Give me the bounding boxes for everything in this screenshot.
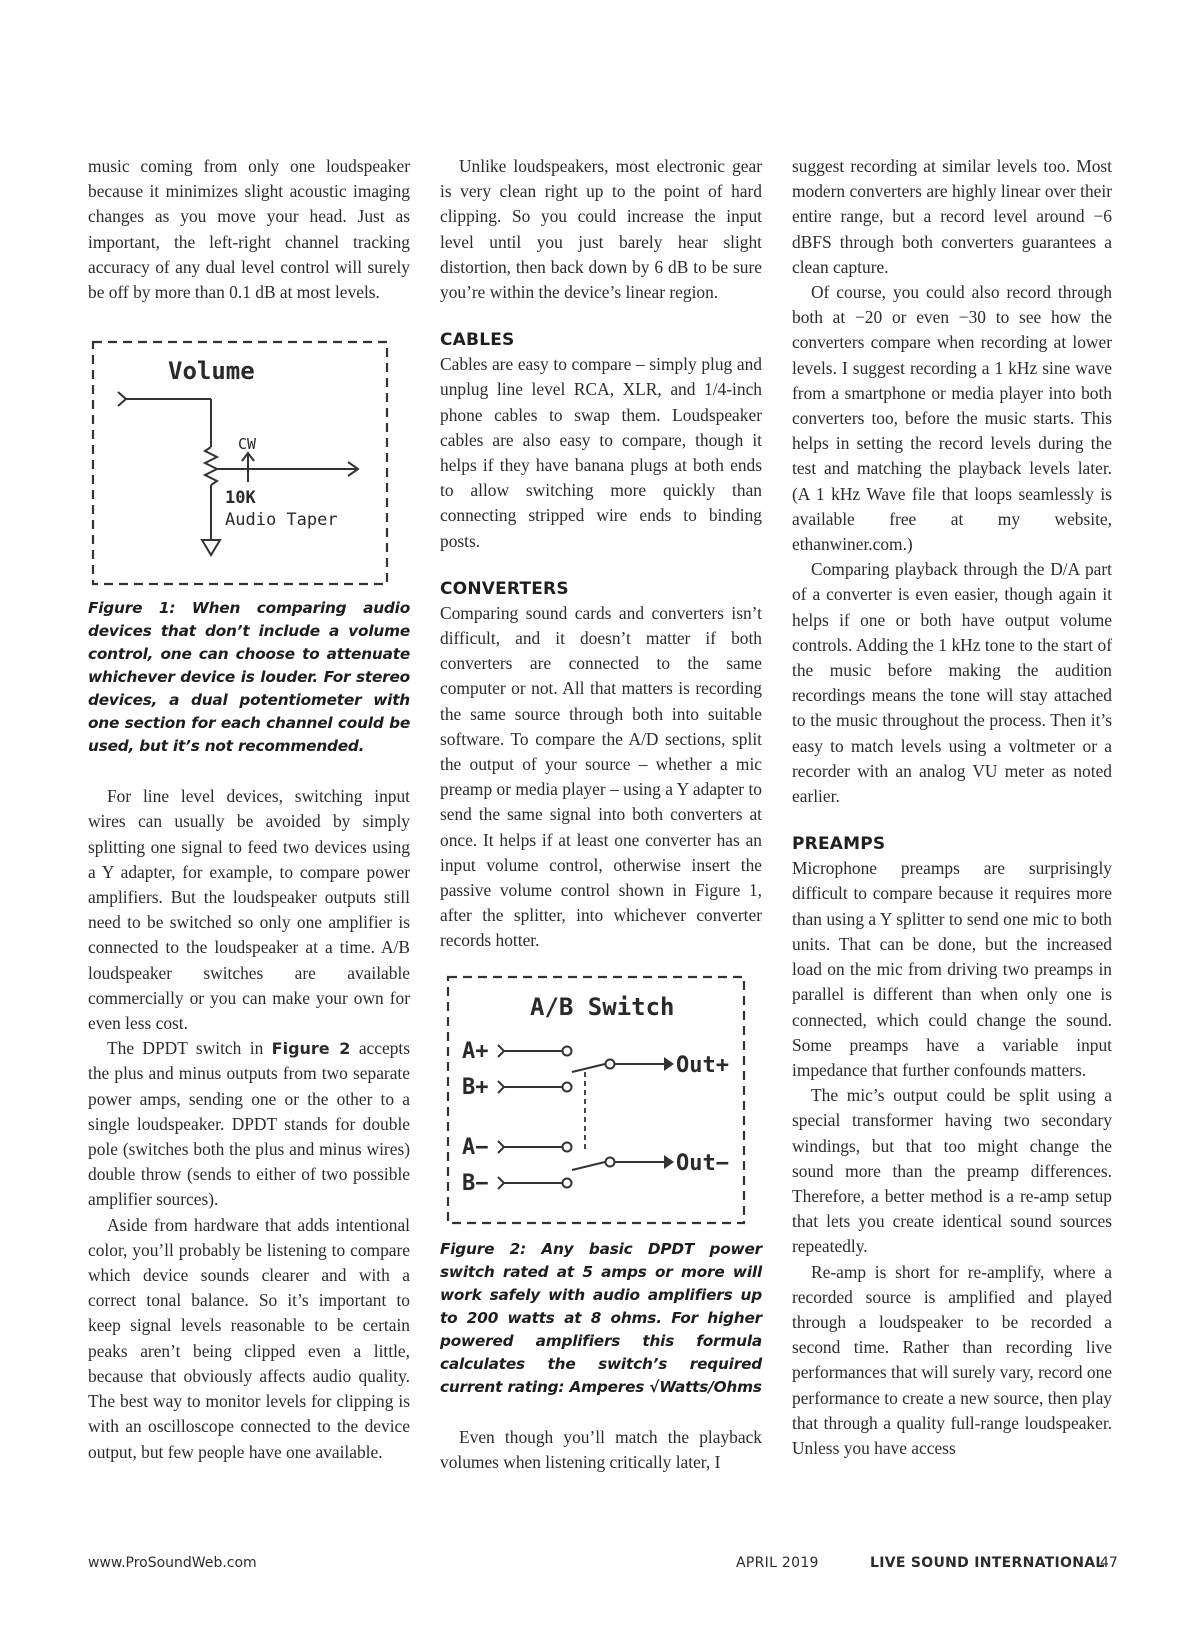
out-plus-arrow-icon	[664, 1057, 674, 1071]
column-2	[440, 154, 762, 1475]
column3-paragraph-1: suggest recording at similar levels too. Most modern converters are highly linear over their entire range, but a record level around −6 dBFS through both converters guarantees a clean capture.	[792, 156, 1112, 277]
heading-converters: CONVERTERS	[440, 578, 569, 599]
figure-2-ab-switch-diagram	[440, 972, 762, 1232]
paragraph-3-lead: The DPDT switch in	[107, 1038, 272, 1059]
column1-paragraph-3	[88, 1036, 410, 1212]
preamps-paragraph-2: The mic’s output could be split using a special transformer having two secondary windings, but that too might change the sound more than the preamp differences. Therefore, a better method is a re-amp setup that lets you create identical sound sources repeatedly.	[792, 1085, 1112, 1257]
figure-2-out-plus-label: Out+	[676, 1052, 729, 1078]
figure-1-value-label: 10K	[225, 488, 256, 509]
footer-website-url[interactable]: www.ProSoundWeb.com	[88, 1555, 257, 1571]
figure-2-out-minus-label: Out−	[676, 1150, 729, 1176]
paragraph-3-rest: accepts the plus and minus outputs from two separate power amps, sending one or the other to a single loudspeaker. DPDT stands for double pole (switches both the plus and minus wires) double throw (sends to either of two possible amplifier sources).	[88, 1038, 410, 1210]
column1-paragraph-4: Aside from hardware that adds intentional color, you’ll probably be listening to compare which device sounds clearer and with a correct tonal balance. So it’s important to keep signal levels reasonable to be certain peaks aren’t being clipped even a little, because that obviously affects audio quality. The best way to monitor levels for clipping is with an oscilloscope connected to the device output, but few people have one available.	[88, 1214, 410, 1462]
figure-1-caption: Figure 1: When comparing audio devices that don’t include a volume control, one can choose to attenuate whichever device is louder. For stereo devices, a dual potentiometer with one section for each channel could be used, but it’s not recommended.	[88, 599, 410, 756]
footer-issue-date: APRIL 2019	[736, 1555, 819, 1571]
figure-2-reference: Figure 2	[271, 1039, 351, 1059]
figure-1-taper-label: Audio Taper	[225, 510, 338, 531]
column3-paragraph-3: Comparing playback through the D/A part of a converter is even easier, though again it helps if one or both have output volume controls. Adding the 1 kHz tone to the start of the music before making the audition recordings means the tone will stay attached to the music throughout the process. Then it’s easy to match levels using a voltmeter or a recorder with an analog VU meter as noted earlier.	[792, 559, 1112, 807]
heading-preamps: PREAMPS	[792, 834, 886, 855]
column1-paragraph-1: music coming from only one loudspeaker because it minimizes slight acoustic imaging changes as you move your head. Just as important, the left-right channel tracking accuracy of any dual level control will surely be off by more than 0.1 dB at most levels.	[88, 156, 410, 303]
ground-icon	[202, 540, 220, 555]
figure-1-volume-diagram	[88, 337, 410, 589]
figure-1-cw-label: CW	[238, 435, 257, 454]
column2-paragraph-1: Unlike loudspeakers, most electronic gear is very clean right up to the point of hard clipping. So you could increase the input level until you just barely hear slight distortion, then back down by 6 dB to be sure you’re within the device’s linear region.	[440, 156, 762, 303]
footer-magazine-name: LIVE SOUND INTERNATIONAL	[870, 1555, 1105, 1571]
cables-paragraph: Cables are easy to compare – simply plug and unplug line level RCA, XLR, and 1/4-inch phone cables to swap them. Loudspeaker cables are also easy to compare, though it helps if they have banana plugs at both ends to allow switching more quickly than connecting stripped wire ends to binding posts.	[440, 354, 762, 551]
column-1	[88, 154, 410, 1465]
figure-1-title: Volume	[168, 357, 255, 386]
column3-paragraph-2: Of course, you could also record through both at −20 or even −30 to see how the converters compare when recording at lower levels. I suggest recording a 1 kHz sine wave from a smartphone or media player into both converters too, before the music starts. This helps in setting the record levels during the test and matching the playback levels later. (A 1 kHz Wave file that loops seamlessly is available free at my website, ethanwiner.com.)	[792, 282, 1112, 555]
column2-paragraph-end: Even though you’ll match the playback volumes when listening critically later, I	[440, 1426, 762, 1472]
figure-2-b-minus-label: B−	[462, 1170, 489, 1196]
footer-page-number: 47	[1100, 1555, 1118, 1571]
preamps-paragraph-1: Microphone preamps are surprisingly difficult to compare because it requires more than using a Y splitter to send one mic to both units. That can be done, but the increased load on the mic from driving two preamps in parallel is different than when only one is connected, which could change the sound. Some preamps have a variable input impedance that further confounds matters.	[792, 858, 1112, 1080]
heading-cables: CABLES	[440, 330, 515, 351]
figure-2-a-minus-label: A−	[462, 1134, 489, 1160]
figure-2-a-plus-label: A+	[462, 1038, 489, 1064]
column1-paragraph-2: For line level devices, switching input wires can usually be avoided by simply splitting one signal to feed two devices using a Y adapter, for example, to compare power amplifiers. But the loudspeaker outputs still need to be switched so only one amplifier is connected to the loudspeaker at a time. A/B loudspeaker switches are available commercially or you can make your own for even less cost.	[88, 786, 410, 1034]
out-minus-arrow-icon	[664, 1155, 674, 1169]
potentiometer-resistor	[205, 447, 217, 485]
figure-2-title: A/B Switch	[530, 992, 675, 1021]
column-3	[792, 154, 1112, 1461]
figure-2-b-plus-label: B+	[462, 1074, 489, 1100]
figure-2-caption: Figure 2: Any basic DPDT power switch rated at 5 amps or more will work safely with audio amplifiers up to 200 watts at 8 ohms. For higher powered amplifiers this formula calculates the switch’s required current rating: Amperes √Watts/Ohms	[440, 1239, 762, 1396]
converters-paragraph: Comparing sound cards and converters isn’t difficult, and it doesn’t matter if both converters are connected to the same computer or not. All that matters is recording the same source through both into suitable software. To compare the A/D sections, split the output of your source – whether a mic preamp or media player – using a Y adapter to send the same signal into both converters at once. It helps if at least one converter has an input volume control, otherwise insert the passive volume control shown in Figure 1, after the splitter, into whichever converter records hotter.	[440, 602, 762, 951]
preamps-paragraph-3: Re-amp is short for re-amplify, where a recorded source is amplified and played through a loudspeaker to be recorded a second time. Rather than recording live performances that will surely vary, record one performance to create a new source, then play that through a quality full-range loudspeaker. Unless you have access	[792, 1261, 1112, 1458]
